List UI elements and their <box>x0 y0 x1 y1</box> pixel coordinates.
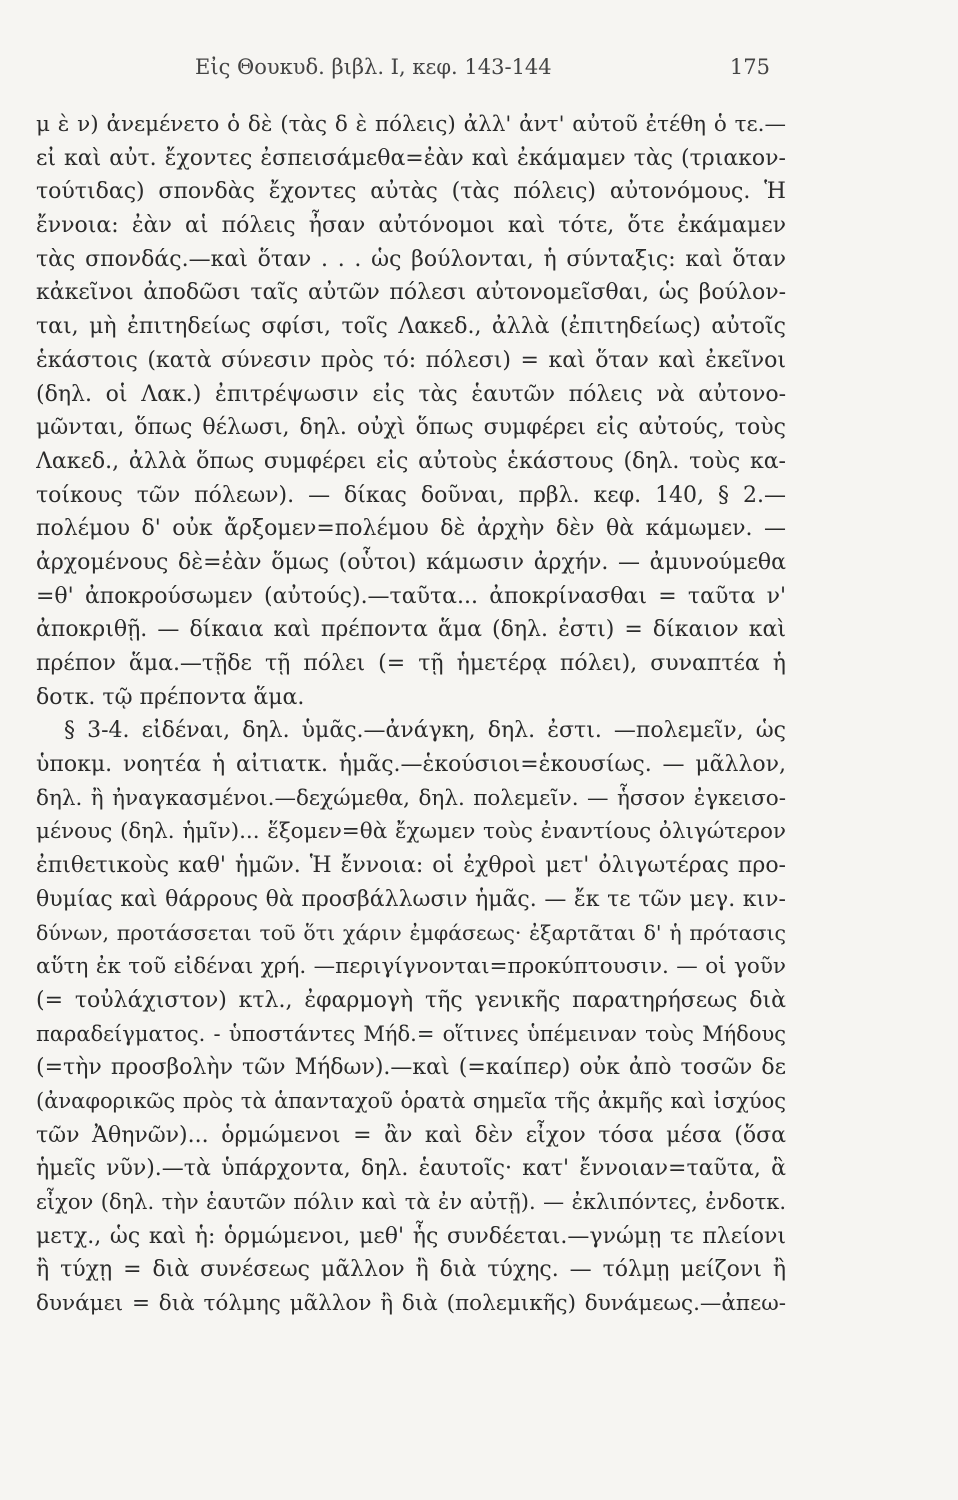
text-line: παραδείγματος. - ὑποστάντες Μήδ.= οἵτινες ὑπέμειναν τοὺς Μήδους <box>36 1021 786 1046</box>
text-line: κἀκεῖνοι ἀποδῶσι ταῖς αὐτῶν πόλεσι αὐτονομεῖσθαι, ὡς βούλον- <box>36 280 786 306</box>
text-line: ἢ τύχῃ = διὰ συνέσεως μᾶλλον ἢ διὰ τύχης. — τόλμῃ μείζονι ἢ <box>36 1257 786 1283</box>
text-line: Λακεδ., ἀλλὰ ὅπως συμφέρει εἰς αὐτοὺς ἑκάστους (δηλ. τοὺς κα- <box>36 448 786 474</box>
text-line: μῶνται, ὅπως θέλωσι, δηλ. οὐχὶ ὅπως συμφέρει εἰς αὐτούς, τοὺς <box>36 415 786 441</box>
text-line: εἶχον (δηλ. τὴν ἑαυτῶν πόλιν καὶ τὰ ἐν αὐτῇ). — ἐκλιπόντες, ἐνδοτκ. <box>36 1190 786 1214</box>
text-line: (δηλ. οἱ Λακ.) ἐπιτρέψωσιν εἰς τὰς ἑαυτῶν πόλεις νὰ αὐτονο- <box>36 381 786 407</box>
running-title: Εἰς Θουκυδ. βιβλ. Ι, κεφ. 143-144 <box>195 55 552 79</box>
text-line: ἔννοια: ἐὰν αἱ πόλεις ἦσαν αὐτόνομοι καὶ τότε, ὅτε ἐκάμαμεν <box>36 213 786 239</box>
text-line: δοτκ. τῷ πρέποντα ἅμα. <box>36 684 305 710</box>
text-line: δύνων, προτάσσεται τοῦ ὅτι χάριν ἐμφάσεως· ἐξαρτᾶται δ' ἡ πρότασις <box>36 920 786 945</box>
text-line: (= τοὐλάχιστον) κτλ., ἐφαρμογὴ τῆς γενικῆς παρατηρήσεως διὰ <box>36 987 786 1013</box>
text-line: εἰ καὶ αὐτ. ἔχοντες ἐσπεισάμεθα=ἐὰν καὶ ἐκάμαμεν τὰς (τριακον- <box>36 145 786 171</box>
text-line: μ ὲ ν) ἀνεμένετο ὁ δὲ (τὰς δ ὲ πόλεις) ἀλλ' ἀντ' αὐτοῦ ἐτέθη ὁ τε.— <box>36 112 786 137</box>
text-line: ἑκάστοις (κατὰ σύνεσιν πρὸς τό: πόλεσι) = καὶ ὅταν καὶ ἐκεῖνοι <box>36 347 786 373</box>
text-line: μετχ., ὡς καὶ ἡ: ὁρμώμενοι, μεθ' ἧς συνδέεται.—γνώμῃ τε πλείονι <box>36 1223 786 1249</box>
text-line: ἡμεῖς νῦν).—τὰ ὑπάρχοντα, δηλ. ἑαυτοῖς· κατ' ἔννοιαν=ταῦτα, ἃ <box>36 1156 786 1182</box>
text-line: τὰς σπονδάς.—καὶ ὅταν . . . ὡς βούλονται, ἡ σύνταξις: καὶ ὅταν <box>36 246 786 272</box>
page-number: 175 <box>729 55 770 79</box>
text-line: τούτιδας) σπονδὰς ἔχοντες αὐτὰς (τὰς πόλεις) αὐτονόμους. Ἡ <box>36 179 786 205</box>
text-line: ἐπιθετικοὺς καθ' ἡμῶν. Ἡ ἔννοια: οἱ ἐχθροὶ μετ' ὀλιγωτέρας προ- <box>36 853 786 879</box>
text-line: ἀρχομένους δὲ=ἐὰν ὅμως (οὗτοι) κάμωσιν ἀρχήν. — ἀμυνούμεθα <box>36 549 786 575</box>
text-line: ται, μὴ ἐπιτηδείως σφίσι, τοῖς Λακεδ., ἀλλὰ (ἐπιτηδείως) αὐτοῖς <box>36 314 786 340</box>
text-line: ὑποκμ. νοητέα ἡ αἰτιατκ. ἡμᾶς.—ἑκούσιοι=ἑκουσίως. — μᾶλλον, <box>36 752 786 778</box>
text-line: δυνάμει = διὰ τόλμης μᾶλλον ἢ διὰ (πολεμικῆς) δυνάμεως.—ἀπεω- <box>36 1291 786 1317</box>
text-line: § 3-4. εἰδέναι, δηλ. ὑμᾶς.—ἀνάγκη, δηλ. ἐστι. —πολεμεῖν, ὡς <box>64 718 786 744</box>
text-line: τῶν Ἀθηνῶν)... ὁρμώμενοι = ἂν καὶ δὲν εἶχον τόσα μέσα (ὅσα <box>36 1122 786 1148</box>
text-line: θυμίας καὶ θάρρους θὰ προσβάλλωσιν ἡμᾶς. — ἔκ τε τῶν μεγ. κιν- <box>36 886 786 912</box>
text-line: (ἀναφορικῶς πρὸς τὰ ἁπανταχοῦ ὁρατὰ σημεῖα τῆς ἀκμῆς καὶ ἰσχύος <box>36 1088 786 1113</box>
text-line: (=τὴν προσβολὴν τῶν Μήδων).—καὶ (=καίπερ) οὐκ ἀπὸ τοσῶν δε <box>36 1055 786 1081</box>
text-line: τοίκους τῶν πόλεων). — δίκας δοῦναι, πρβλ. κεφ. 140, § 2.— <box>36 482 786 508</box>
text-line: =θ' ἀποκρούσωμεν (αὐτούς).—ταῦτα... ἀποκρίνασθαι = ταῦτα ν' <box>36 583 786 609</box>
commentary-text <box>36 108 786 1321</box>
text-line: μένους (δηλ. ἡμῖν)... ἕξομεν=θὰ ἔχωμεν τοὺς ἐναντίους ὀλιγώτερον <box>36 819 786 845</box>
text-line: ἀποκριθῇ. — δίκαια καὶ πρέποντα ἅμα (δηλ. ἐστι) = δίκαιον καὶ <box>36 617 786 643</box>
running-header <box>195 50 770 84</box>
text-line: αὕτη ἐκ τοῦ εἰδέναι χρή. —περιγίγνονται=προκύπτουσιν. — οἱ γοῦν <box>36 954 786 980</box>
text-line: πολέμου δ' οὐκ ἄρξομεν=πολέμου δὲ ἀρχὴν δὲν θὰ κάμωμεν. — <box>36 516 786 542</box>
text-line: δηλ. ἢ ἠναγκασμένοι.—δεχώμεθα, δηλ. πολεμεῖν. — ἧσσον ἐγκεισο- <box>36 785 786 811</box>
text-line: πρέπον ἅμα.—τῇδε τῇ πόλει (= τῇ ἡμετέρᾳ πόλει), συναπτέα ἡ <box>36 651 786 676</box>
